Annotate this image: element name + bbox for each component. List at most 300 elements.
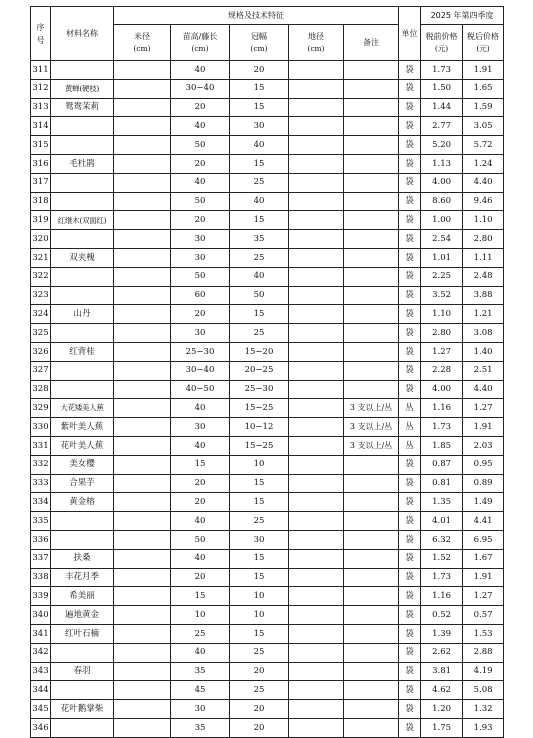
cell-dia	[114, 700, 171, 719]
cell-name	[51, 192, 114, 211]
cell-post-tax: 1.32	[463, 700, 504, 719]
cell-ground	[289, 587, 344, 606]
cell-note	[344, 324, 399, 343]
cell-note: 3 支以上/丛	[344, 436, 399, 455]
cell-crown: 40	[230, 267, 289, 286]
cell-crown: 15	[230, 624, 289, 643]
cell-ground	[289, 718, 344, 737]
cell-unit: 袋	[399, 305, 421, 324]
cell-unit: 袋	[399, 455, 421, 474]
cell-name: 黄蝉(硬枝)	[51, 79, 114, 98]
cell-post-tax: 3.88	[463, 286, 504, 305]
table-row	[31, 568, 504, 587]
cell-ground	[289, 79, 344, 98]
cell-dia	[114, 98, 171, 117]
cell-ground	[289, 211, 344, 230]
cell-height: 30−40	[171, 79, 230, 98]
cell-pre-tax: 1.75	[421, 718, 463, 737]
cell-post-tax: 0.57	[463, 606, 504, 625]
cell-height: 40	[171, 643, 230, 662]
cell-unit: 袋	[399, 530, 421, 549]
cell-crown: 10	[230, 606, 289, 625]
cell-dia	[114, 624, 171, 643]
cell-dia	[114, 136, 171, 155]
cell-ground	[289, 700, 344, 719]
cell-dia	[114, 418, 171, 437]
cell-dia	[114, 455, 171, 474]
cell-dia	[114, 530, 171, 549]
cell-post-tax: 4.40	[463, 173, 504, 192]
cell-dia	[114, 192, 171, 211]
cell-unit: 袋	[399, 380, 421, 399]
cell-post-tax: 0.95	[463, 455, 504, 474]
cell-height: 20	[171, 98, 230, 117]
cell-pre-tax: 1.00	[421, 211, 463, 230]
cell-ground	[289, 474, 344, 493]
cell-height: 20	[171, 154, 230, 173]
cell-name	[51, 173, 114, 192]
cell-note	[344, 248, 399, 267]
cell-unit: 袋	[399, 230, 421, 249]
cell-pre-tax: 1.35	[421, 493, 463, 512]
table-row	[31, 418, 504, 437]
header-dia-label: 米径	[134, 31, 150, 41]
cell-name	[51, 681, 114, 700]
cell-post-tax: 2.88	[463, 643, 504, 662]
cell-pre-tax: 0.52	[421, 606, 463, 625]
cell-note	[344, 624, 399, 643]
cell-dia	[114, 606, 171, 625]
cell-dia	[114, 718, 171, 737]
header-ground	[289, 25, 344, 61]
cell-pre-tax: 4.62	[421, 681, 463, 700]
cell-ground	[289, 493, 344, 512]
cell-post-tax: 1.53	[463, 624, 504, 643]
cell-unit: 袋	[399, 286, 421, 305]
cell-note	[344, 474, 399, 493]
cell-ground	[289, 568, 344, 587]
cell-height: 50	[171, 267, 230, 286]
cell-pre-tax: 1.20	[421, 700, 463, 719]
cell-note	[344, 493, 399, 512]
cell-crown: 10	[230, 587, 289, 606]
cell-height: 40	[171, 173, 230, 192]
cell-height: 20	[171, 493, 230, 512]
cell-height: 25	[171, 624, 230, 643]
cell-ground	[289, 361, 344, 380]
cell-post-tax: 1.27	[463, 587, 504, 606]
cell-pre-tax: 0.87	[421, 455, 463, 474]
cell-unit: 袋	[399, 61, 421, 80]
cell-post-tax: 0.89	[463, 474, 504, 493]
cell-name: 双夹槐	[51, 248, 114, 267]
table-row	[31, 700, 504, 719]
cell-post-tax: 2.03	[463, 436, 504, 455]
price-table	[30, 6, 504, 738]
cell-crown: 20	[230, 718, 289, 737]
cell-no: 346	[31, 718, 51, 737]
cell-no: 343	[31, 662, 51, 681]
table-row	[31, 98, 504, 117]
cell-name: 山丹	[51, 305, 114, 324]
cell-ground	[289, 173, 344, 192]
cell-post-tax: 1.49	[463, 493, 504, 512]
cell-name	[51, 512, 114, 531]
header-dia	[114, 25, 171, 61]
cell-height: 20	[171, 568, 230, 587]
cell-name: 希美丽	[51, 587, 114, 606]
cell-name: 毛杜鹃	[51, 154, 114, 173]
cell-dia	[114, 230, 171, 249]
cell-ground	[289, 662, 344, 681]
header-post-tax	[463, 25, 504, 61]
cell-note	[344, 136, 399, 155]
cell-name	[51, 136, 114, 155]
cell-crown: 25	[230, 248, 289, 267]
cell-no: 325	[31, 324, 51, 343]
cell-pre-tax: 1.39	[421, 624, 463, 643]
cell-no: 318	[31, 192, 51, 211]
cell-unit: 袋	[399, 662, 421, 681]
cell-name	[51, 117, 114, 136]
cell-crown: 15	[230, 154, 289, 173]
header-post-tax-unit: (元)	[476, 43, 490, 53]
cell-post-tax: 1.21	[463, 305, 504, 324]
cell-name	[51, 324, 114, 343]
cell-unit: 袋	[399, 324, 421, 343]
table-row	[31, 324, 504, 343]
cell-no: 322	[31, 267, 51, 286]
cell-no: 329	[31, 399, 51, 418]
cell-ground	[289, 455, 344, 474]
cell-crown: 15	[230, 211, 289, 230]
table-row	[31, 474, 504, 493]
cell-crown: 50	[230, 286, 289, 305]
cell-name	[51, 267, 114, 286]
table-row	[31, 455, 504, 474]
cell-pre-tax: 1.01	[421, 248, 463, 267]
cell-post-tax: 1.59	[463, 98, 504, 117]
table-row	[31, 624, 504, 643]
cell-post-tax: 6.95	[463, 530, 504, 549]
cell-unit: 丛	[399, 436, 421, 455]
cell-unit: 袋	[399, 643, 421, 662]
cell-pre-tax: 2.62	[421, 643, 463, 662]
table-row	[31, 662, 504, 681]
cell-dia	[114, 267, 171, 286]
cell-note	[344, 61, 399, 80]
cell-name	[51, 530, 114, 549]
cell-height: 40	[171, 117, 230, 136]
cell-pre-tax: 1.16	[421, 587, 463, 606]
cell-note	[344, 643, 399, 662]
cell-unit: 袋	[399, 98, 421, 117]
cell-post-tax: 4.41	[463, 512, 504, 531]
cell-unit: 袋	[399, 700, 421, 719]
header-height	[171, 25, 230, 61]
cell-ground	[289, 136, 344, 155]
cell-dia	[114, 474, 171, 493]
cell-height: 15	[171, 455, 230, 474]
cell-height: 40	[171, 399, 230, 418]
cell-ground	[289, 192, 344, 211]
cell-unit: 袋	[399, 192, 421, 211]
cell-no: 314	[31, 117, 51, 136]
cell-pre-tax: 1.52	[421, 549, 463, 568]
cell-crown: 15	[230, 474, 289, 493]
cell-no: 324	[31, 305, 51, 324]
cell-dia	[114, 305, 171, 324]
cell-crown: 25	[230, 324, 289, 343]
cell-note	[344, 455, 399, 474]
table-row	[31, 230, 504, 249]
cell-post-tax: 1.91	[463, 418, 504, 437]
cell-post-tax: 1.11	[463, 248, 504, 267]
table-row	[31, 436, 504, 455]
cell-dia	[114, 493, 171, 512]
cell-post-tax: 1.27	[463, 399, 504, 418]
table-header	[31, 7, 504, 61]
cell-height: 20	[171, 305, 230, 324]
cell-crown: 35	[230, 230, 289, 249]
cell-note	[344, 361, 399, 380]
cell-crown: 15	[230, 568, 289, 587]
table-row	[31, 61, 504, 80]
cell-ground	[289, 436, 344, 455]
cell-dia	[114, 662, 171, 681]
cell-note	[344, 512, 399, 531]
header-seq	[31, 7, 51, 61]
cell-height: 60	[171, 286, 230, 305]
table-row	[31, 286, 504, 305]
cell-no: 312	[31, 79, 51, 98]
cell-dia	[114, 248, 171, 267]
cell-ground	[289, 530, 344, 549]
cell-unit: 袋	[399, 549, 421, 568]
cell-note	[344, 230, 399, 249]
cell-note	[344, 718, 399, 737]
cell-post-tax: 3.08	[463, 324, 504, 343]
cell-pre-tax: 2.28	[421, 361, 463, 380]
header-dia-unit: (cm)	[133, 43, 151, 53]
cell-dia	[114, 211, 171, 230]
cell-pre-tax: 2.80	[421, 324, 463, 343]
cell-note	[344, 79, 399, 98]
cell-name: 美女樱	[51, 455, 114, 474]
cell-ground	[289, 267, 344, 286]
cell-height: 25−30	[171, 342, 230, 361]
cell-no: 333	[31, 474, 51, 493]
cell-ground	[289, 380, 344, 399]
cell-ground	[289, 643, 344, 662]
cell-note	[344, 342, 399, 361]
cell-unit: 袋	[399, 568, 421, 587]
header-spec: 规格及技术特征	[114, 7, 399, 25]
cell-dia	[114, 154, 171, 173]
cell-height: 30	[171, 700, 230, 719]
cell-pre-tax: 1.16	[421, 399, 463, 418]
cell-unit: 袋	[399, 474, 421, 493]
table-row	[31, 361, 504, 380]
cell-height: 30−40	[171, 361, 230, 380]
table-row	[31, 681, 504, 700]
header-note: 备注	[344, 25, 399, 61]
cell-height: 20	[171, 211, 230, 230]
cell-note	[344, 587, 399, 606]
cell-no: 331	[31, 436, 51, 455]
header-height-unit: (cm)	[191, 43, 209, 53]
cell-post-tax: 2.51	[463, 361, 504, 380]
cell-no: 340	[31, 606, 51, 625]
cell-pre-tax: 1.73	[421, 568, 463, 587]
cell-height: 30	[171, 418, 230, 437]
cell-pre-tax: 2.54	[421, 230, 463, 249]
cell-post-tax: 1.65	[463, 79, 504, 98]
cell-unit: 袋	[399, 211, 421, 230]
cell-ground	[289, 342, 344, 361]
cell-note: 3 支以上/丛	[344, 399, 399, 418]
cell-height: 40	[171, 61, 230, 80]
cell-no: 330	[31, 418, 51, 437]
cell-no: 338	[31, 568, 51, 587]
cell-post-tax: 1.10	[463, 211, 504, 230]
cell-post-tax: 1.93	[463, 718, 504, 737]
cell-dia	[114, 512, 171, 531]
cell-crown: 25	[230, 173, 289, 192]
cell-no: 339	[31, 587, 51, 606]
cell-height: 50	[171, 530, 230, 549]
cell-dia	[114, 117, 171, 136]
cell-note	[344, 305, 399, 324]
header-material: 材料名称	[51, 7, 114, 61]
cell-no: 344	[31, 681, 51, 700]
cell-unit: 袋	[399, 342, 421, 361]
cell-ground	[289, 305, 344, 324]
cell-ground	[289, 61, 344, 80]
cell-name: 红继木(双面红)	[51, 211, 114, 230]
cell-no: 328	[31, 380, 51, 399]
cell-crown: 15	[230, 79, 289, 98]
cell-ground	[289, 154, 344, 173]
cell-unit: 袋	[399, 79, 421, 98]
cell-name: 红背桂	[51, 342, 114, 361]
cell-pre-tax: 6.32	[421, 530, 463, 549]
cell-name: 扶桑	[51, 549, 114, 568]
cell-no: 315	[31, 136, 51, 155]
cell-no: 336	[31, 530, 51, 549]
cell-crown: 40	[230, 192, 289, 211]
cell-crown: 15−25	[230, 436, 289, 455]
cell-unit: 袋	[399, 624, 421, 643]
header-ground-unit: (cm)	[307, 43, 325, 53]
cell-post-tax: 1.91	[463, 61, 504, 80]
header-quarter: 2025 年第四季度	[421, 7, 504, 25]
cell-crown: 20−25	[230, 361, 289, 380]
cell-post-tax: 4.19	[463, 662, 504, 681]
cell-crown: 25	[230, 681, 289, 700]
cell-dia	[114, 286, 171, 305]
cell-pre-tax: 4.00	[421, 173, 463, 192]
cell-unit: 袋	[399, 267, 421, 286]
cell-height: 40	[171, 436, 230, 455]
table-row	[31, 267, 504, 286]
cell-height: 50	[171, 192, 230, 211]
cell-no: 320	[31, 230, 51, 249]
cell-dia	[114, 79, 171, 98]
header-ground-label: 地径	[308, 31, 324, 41]
cell-unit: 袋	[399, 361, 421, 380]
cell-height: 10	[171, 606, 230, 625]
cell-note	[344, 606, 399, 625]
cell-note	[344, 286, 399, 305]
cell-note	[344, 568, 399, 587]
table-row	[31, 154, 504, 173]
cell-no: 319	[31, 211, 51, 230]
table-row	[31, 718, 504, 737]
cell-ground	[289, 399, 344, 418]
cell-dia	[114, 361, 171, 380]
cell-crown: 15	[230, 549, 289, 568]
cell-dia	[114, 681, 171, 700]
cell-no: 317	[31, 173, 51, 192]
header-height-label: 苗高/藤长	[182, 31, 218, 41]
cell-post-tax: 5.72	[463, 136, 504, 155]
cell-note	[344, 530, 399, 549]
cell-pre-tax: 1.50	[421, 79, 463, 98]
cell-ground	[289, 512, 344, 531]
cell-height: 45	[171, 681, 230, 700]
cell-dia	[114, 436, 171, 455]
cell-post-tax: 4.40	[463, 380, 504, 399]
cell-ground	[289, 248, 344, 267]
cell-note	[344, 154, 399, 173]
cell-dia	[114, 61, 171, 80]
cell-ground	[289, 324, 344, 343]
cell-ground	[289, 549, 344, 568]
cell-unit: 袋	[399, 587, 421, 606]
cell-pre-tax: 1.10	[421, 305, 463, 324]
table-row	[31, 530, 504, 549]
table-row	[31, 606, 504, 625]
cell-ground	[289, 624, 344, 643]
cell-no: 345	[31, 700, 51, 719]
table-row	[31, 380, 504, 399]
cell-pre-tax: 4.00	[421, 380, 463, 399]
cell-crown: 30	[230, 530, 289, 549]
cell-height: 50	[171, 136, 230, 155]
cell-crown: 15−25	[230, 399, 289, 418]
cell-no: 311	[31, 61, 51, 80]
cell-pre-tax: 1.73	[421, 418, 463, 437]
table-row	[31, 248, 504, 267]
cell-dia	[114, 549, 171, 568]
cell-height: 30	[171, 324, 230, 343]
cell-no: 326	[31, 342, 51, 361]
cell-note	[344, 549, 399, 568]
cell-no: 316	[31, 154, 51, 173]
cell-name: 鸳鸯茉莉	[51, 98, 114, 117]
cell-crown: 40	[230, 136, 289, 155]
cell-pre-tax: 3.52	[421, 286, 463, 305]
cell-name: 大花矮美人蕉	[51, 399, 114, 418]
cell-no: 327	[31, 361, 51, 380]
cell-pre-tax: 1.27	[421, 342, 463, 361]
cell-unit: 袋	[399, 173, 421, 192]
cell-note	[344, 192, 399, 211]
header-seq-line2: 号	[36, 35, 45, 45]
cell-height: 40	[171, 549, 230, 568]
cell-ground	[289, 286, 344, 305]
